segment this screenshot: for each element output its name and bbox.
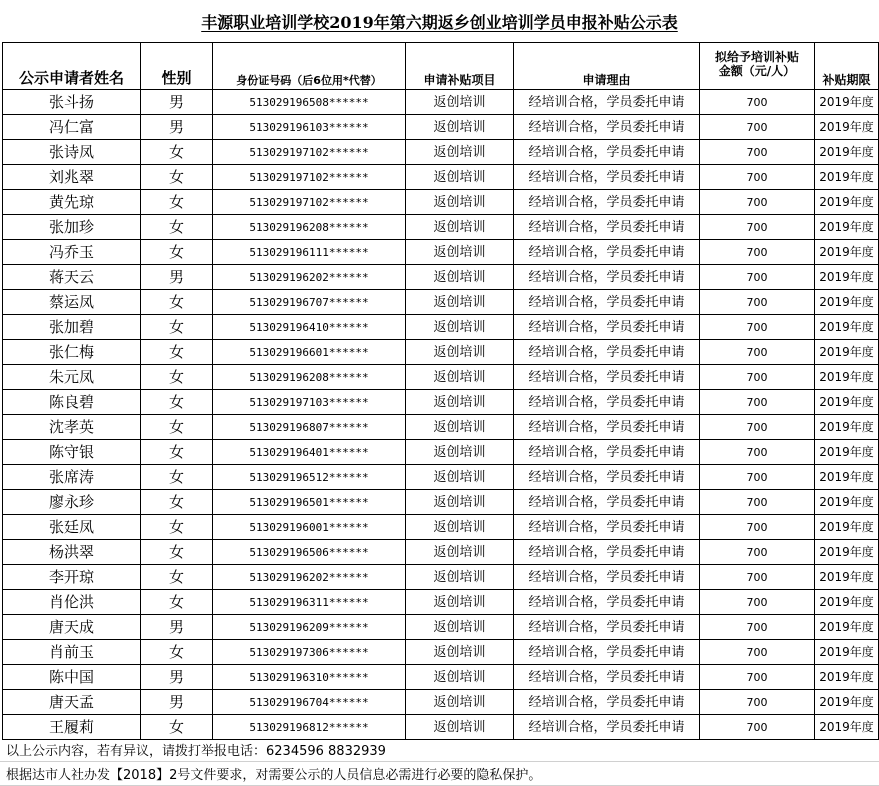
cell-reason: 经培训合格，学员委托申请 <box>514 540 700 565</box>
cell-reason: 经培训合格，学员委托申请 <box>514 665 700 690</box>
cell-name: 张仁梅 <box>3 340 141 365</box>
cell-period: 2019年度 <box>815 190 879 215</box>
cell-period: 2019年度 <box>815 640 879 665</box>
table-row <box>3 465 879 490</box>
cell-reason: 经培训合格，学员委托申请 <box>514 190 700 215</box>
table-row <box>3 390 879 415</box>
cell-period: 2019年度 <box>815 90 879 115</box>
cell-period: 2019年度 <box>815 365 879 390</box>
cell-name: 蒋天云 <box>3 265 141 290</box>
cell-reason: 经培训合格，学员委托申请 <box>514 490 700 515</box>
cell-project: 返创培训 <box>406 390 514 415</box>
cell-name: 陈良碧 <box>3 390 141 415</box>
cell-amount: 700 <box>700 565 815 590</box>
cell-reason: 经培训合格，学员委托申请 <box>514 390 700 415</box>
cell-project: 返创培训 <box>406 115 514 140</box>
cell-reason: 经培训合格，学员委托申请 <box>514 90 700 115</box>
header-project: 申请补贴项目 <box>406 43 514 90</box>
cell-reason: 经培训合格，学员委托申请 <box>514 165 700 190</box>
cell-amount: 700 <box>700 415 815 440</box>
cell-amount: 700 <box>700 265 815 290</box>
header-name: 公示申请者姓名 <box>3 43 141 90</box>
footer-privacy-text: 根据达市人社办发【2018】2号文件要求，对需要公示的人员信息必需进行必要的隐私保护。 <box>6 767 542 783</box>
cell-period: 2019年度 <box>815 140 879 165</box>
cell-amount: 700 <box>700 540 815 565</box>
cell-name: 黄先琼 <box>3 190 141 215</box>
cell-reason: 经培训合格，学员委托申请 <box>514 440 700 465</box>
cell-name: 唐天孟 <box>3 690 141 715</box>
cell-name: 肖前玉 <box>3 640 141 665</box>
cell-period: 2019年度 <box>815 715 879 740</box>
cell-period: 2019年度 <box>815 315 879 340</box>
cell-amount: 700 <box>700 165 815 190</box>
cell-id-number: 513029196202****** <box>213 265 406 290</box>
table-row <box>3 190 879 215</box>
cell-id-number: 513029196103****** <box>213 115 406 140</box>
cell-gender: 男 <box>141 115 213 140</box>
cell-gender: 男 <box>141 90 213 115</box>
cell-id-number: 513029196512****** <box>213 465 406 490</box>
cell-amount: 700 <box>700 590 815 615</box>
cell-amount: 700 <box>700 390 815 415</box>
cell-name: 刘兆翠 <box>3 165 141 190</box>
cell-gender: 女 <box>141 515 213 540</box>
cell-project: 返创培训 <box>406 340 514 365</box>
cell-project: 返创培训 <box>406 415 514 440</box>
cell-period: 2019年度 <box>815 515 879 540</box>
cell-name: 廖永珍 <box>3 490 141 515</box>
cell-project: 返创培训 <box>406 90 514 115</box>
cell-reason: 经培训合格，学员委托申请 <box>514 240 700 265</box>
cell-gender: 女 <box>141 340 213 365</box>
cell-amount: 700 <box>700 440 815 465</box>
table-row <box>3 265 879 290</box>
cell-gender: 女 <box>141 540 213 565</box>
cell-project: 返创培训 <box>406 290 514 315</box>
table-row <box>3 290 879 315</box>
cell-project: 返创培训 <box>406 240 514 265</box>
cell-reason: 经培训合格，学员委托申请 <box>514 640 700 665</box>
cell-period: 2019年度 <box>815 240 879 265</box>
table-row <box>3 215 879 240</box>
cell-name: 陈中国 <box>3 665 141 690</box>
table-row <box>3 515 879 540</box>
cell-name: 肖伦洪 <box>3 590 141 615</box>
cell-name: 蔡运凤 <box>3 290 141 315</box>
table-row <box>3 165 879 190</box>
cell-amount: 700 <box>700 640 815 665</box>
cell-reason: 经培训合格，学员委托申请 <box>514 615 700 640</box>
cell-id-number: 513029196311****** <box>213 590 406 615</box>
cell-id-number: 513029196506****** <box>213 540 406 565</box>
cell-reason: 经培训合格，学员委托申请 <box>514 215 700 240</box>
cell-period: 2019年度 <box>815 390 879 415</box>
cell-period: 2019年度 <box>815 490 879 515</box>
cell-id-number: 513029196704****** <box>213 690 406 715</box>
cell-id-number: 513029197102****** <box>213 165 406 190</box>
cell-period: 2019年度 <box>815 265 879 290</box>
cell-gender: 女 <box>141 315 213 340</box>
cell-name: 张席涛 <box>3 465 141 490</box>
cell-gender: 女 <box>141 440 213 465</box>
cell-gender: 女 <box>141 715 213 740</box>
cell-gender: 女 <box>141 590 213 615</box>
cell-name: 冯乔玉 <box>3 240 141 265</box>
cell-gender: 女 <box>141 465 213 490</box>
cell-period: 2019年度 <box>815 340 879 365</box>
table-row <box>3 115 879 140</box>
cell-id-number: 513029196410****** <box>213 315 406 340</box>
table-row <box>3 315 879 340</box>
cell-reason: 经培训合格，学员委托申请 <box>514 315 700 340</box>
cell-name: 李开琼 <box>3 565 141 590</box>
cell-project: 返创培训 <box>406 515 514 540</box>
cell-id-number: 513029196812****** <box>213 715 406 740</box>
cell-project: 返创培训 <box>406 590 514 615</box>
cell-amount: 700 <box>700 515 815 540</box>
cell-name: 张加碧 <box>3 315 141 340</box>
cell-project: 返创培训 <box>406 540 514 565</box>
cell-amount: 700 <box>700 340 815 365</box>
header-amount-line1: 拟给予培训补贴 <box>714 49 799 64</box>
table-row <box>3 365 879 390</box>
cell-id-number: 513029197102****** <box>213 140 406 165</box>
cell-gender: 女 <box>141 190 213 215</box>
cell-amount: 700 <box>700 240 815 265</box>
cell-id-number: 513029196202****** <box>213 565 406 590</box>
cell-name: 张廷凤 <box>3 515 141 540</box>
table-body <box>3 90 879 740</box>
cell-period: 2019年度 <box>815 165 879 190</box>
cell-amount: 700 <box>700 490 815 515</box>
cell-amount: 700 <box>700 315 815 340</box>
cell-name: 杨洪翠 <box>3 540 141 565</box>
footer-contact-text: 以上公示内容，若有异议，请拨打举报电话：6234596 8832939 <box>6 743 386 759</box>
cell-period: 2019年度 <box>815 690 879 715</box>
cell-gender: 女 <box>141 140 213 165</box>
table-row <box>3 490 879 515</box>
cell-amount: 700 <box>700 190 815 215</box>
cell-period: 2019年度 <box>815 615 879 640</box>
cell-gender: 男 <box>141 665 213 690</box>
cell-gender: 女 <box>141 165 213 190</box>
cell-id-number: 513029196401****** <box>213 440 406 465</box>
cell-id-number: 513029196208****** <box>213 215 406 240</box>
cell-name: 唐天成 <box>3 615 141 640</box>
cell-amount: 700 <box>700 715 815 740</box>
cell-amount: 700 <box>700 615 815 640</box>
document-title-bar <box>0 0 879 42</box>
table-row <box>3 140 879 165</box>
cell-id-number: 513029196508****** <box>213 90 406 115</box>
cell-reason: 经培训合格，学员委托申请 <box>514 565 700 590</box>
cell-id-number: 513029197102****** <box>213 190 406 215</box>
cell-id-number: 513029196501****** <box>213 490 406 515</box>
cell-reason: 经培训合格，学员委托申请 <box>514 415 700 440</box>
cell-project: 返创培训 <box>406 165 514 190</box>
header-period: 补贴期限 <box>815 43 879 90</box>
cell-reason: 经培训合格，学员委托申请 <box>514 465 700 490</box>
cell-reason: 经培训合格，学员委托申请 <box>514 340 700 365</box>
cell-gender: 女 <box>141 365 213 390</box>
table-row <box>3 90 879 115</box>
cell-id-number: 513029196807****** <box>213 415 406 440</box>
cell-project: 返创培训 <box>406 565 514 590</box>
cell-reason: 经培训合格，学员委托申请 <box>514 140 700 165</box>
cell-amount: 700 <box>700 690 815 715</box>
cell-project: 返创培训 <box>406 665 514 690</box>
cell-gender: 女 <box>141 240 213 265</box>
cell-period: 2019年度 <box>815 290 879 315</box>
cell-name: 张加珍 <box>3 215 141 240</box>
table-row <box>3 240 879 265</box>
table-header-row <box>3 43 879 90</box>
table-row <box>3 715 879 740</box>
table-row <box>3 415 879 440</box>
table-row <box>3 590 879 615</box>
cell-name: 冯仁富 <box>3 115 141 140</box>
header-gender: 性别 <box>141 43 213 90</box>
cell-period: 2019年度 <box>815 215 879 240</box>
cell-gender: 女 <box>141 290 213 315</box>
cell-name: 朱元凤 <box>3 365 141 390</box>
subsidy-table <box>2 42 879 740</box>
cell-project: 返创培训 <box>406 715 514 740</box>
cell-period: 2019年度 <box>815 115 879 140</box>
cell-id-number: 513029197306****** <box>213 640 406 665</box>
cell-reason: 经培训合格，学员委托申请 <box>514 115 700 140</box>
cell-amount: 700 <box>700 665 815 690</box>
cell-id-number: 513029196208****** <box>213 365 406 390</box>
cell-reason: 经培训合格，学员委托申请 <box>514 515 700 540</box>
cell-project: 返创培训 <box>406 465 514 490</box>
table-row <box>3 690 879 715</box>
footer-privacy-note <box>0 761 879 786</box>
footer-contact <box>0 737 879 762</box>
cell-reason: 经培训合格，学员委托申请 <box>514 690 700 715</box>
cell-reason: 经培训合格，学员委托申请 <box>514 715 700 740</box>
cell-amount: 700 <box>700 90 815 115</box>
cell-amount: 700 <box>700 365 815 390</box>
header-id: 身份证号码（后6位用*代替） <box>213 43 406 90</box>
cell-project: 返创培训 <box>406 215 514 240</box>
cell-reason: 经培训合格，学员委托申请 <box>514 265 700 290</box>
cell-amount: 700 <box>700 290 815 315</box>
cell-id-number: 513029196111****** <box>213 240 406 265</box>
cell-project: 返创培训 <box>406 490 514 515</box>
table-row <box>3 615 879 640</box>
cell-amount: 700 <box>700 115 815 140</box>
cell-amount: 700 <box>700 215 815 240</box>
table-row <box>3 640 879 665</box>
cell-reason: 经培训合格，学员委托申请 <box>514 590 700 615</box>
cell-project: 返创培训 <box>406 365 514 390</box>
cell-project: 返创培训 <box>406 690 514 715</box>
cell-period: 2019年度 <box>815 440 879 465</box>
cell-gender: 女 <box>141 640 213 665</box>
cell-gender: 男 <box>141 265 213 290</box>
cell-project: 返创培训 <box>406 615 514 640</box>
cell-gender: 女 <box>141 490 213 515</box>
table-row <box>3 340 879 365</box>
cell-name: 陈守银 <box>3 440 141 465</box>
cell-id-number: 513029197103****** <box>213 390 406 415</box>
cell-project: 返创培训 <box>406 265 514 290</box>
cell-gender: 女 <box>141 415 213 440</box>
cell-amount: 700 <box>700 465 815 490</box>
cell-name: 沈孝英 <box>3 415 141 440</box>
cell-gender: 女 <box>141 565 213 590</box>
cell-gender: 男 <box>141 690 213 715</box>
cell-id-number: 513029196601****** <box>213 340 406 365</box>
cell-project: 返创培训 <box>406 140 514 165</box>
cell-id-number: 513029196310****** <box>213 665 406 690</box>
table-row <box>3 565 879 590</box>
cell-id-number: 513029196707****** <box>213 290 406 315</box>
table-row <box>3 540 879 565</box>
cell-gender: 男 <box>141 615 213 640</box>
cell-gender: 女 <box>141 390 213 415</box>
cell-id-number: 513029196209****** <box>213 615 406 640</box>
cell-period: 2019年度 <box>815 540 879 565</box>
header-reason: 申请理由 <box>514 43 700 90</box>
cell-gender: 女 <box>141 215 213 240</box>
table-row <box>3 440 879 465</box>
cell-period: 2019年度 <box>815 665 879 690</box>
cell-reason: 经培训合格，学员委托申请 <box>514 365 700 390</box>
cell-name: 张斗扬 <box>3 90 141 115</box>
header-amount <box>700 43 815 90</box>
cell-period: 2019年度 <box>815 415 879 440</box>
cell-name: 张诗凤 <box>3 140 141 165</box>
cell-reason: 经培训合格，学员委托申请 <box>514 290 700 315</box>
cell-project: 返创培训 <box>406 315 514 340</box>
cell-period: 2019年度 <box>815 465 879 490</box>
cell-period: 2019年度 <box>815 590 879 615</box>
cell-project: 返创培训 <box>406 440 514 465</box>
cell-amount: 700 <box>700 140 815 165</box>
cell-name: 王履莉 <box>3 715 141 740</box>
header-amount-line2: 金额（元/人） <box>718 63 796 78</box>
cell-period: 2019年度 <box>815 565 879 590</box>
cell-project: 返创培训 <box>406 640 514 665</box>
document-title: 丰源职业培训学校2019年第六期返乡创业培训学员申报补贴公示表 <box>201 12 678 32</box>
cell-id-number: 513029196001****** <box>213 515 406 540</box>
table-row <box>3 665 879 690</box>
cell-project: 返创培训 <box>406 190 514 215</box>
